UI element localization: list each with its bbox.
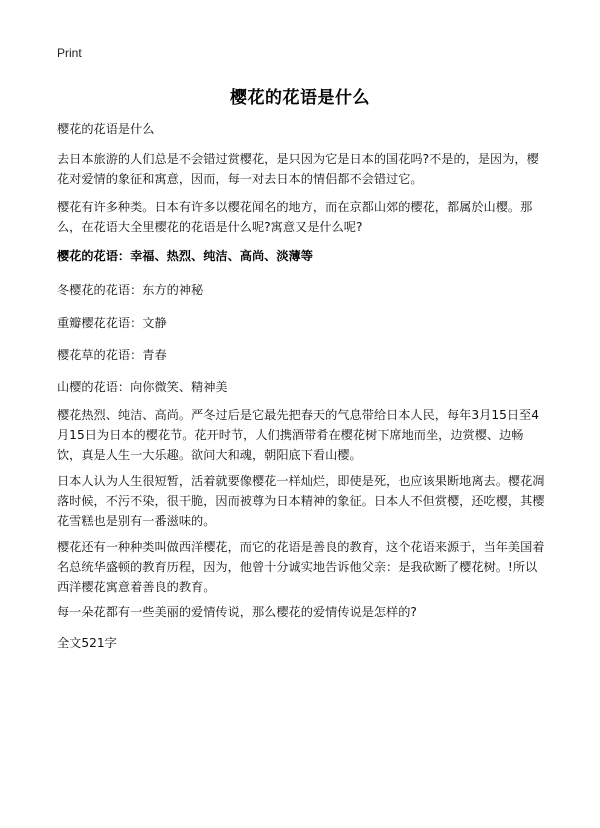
love-legend-paragraph: 每一朵花都有一些美丽的爱情传说，那么樱花的爱情传说是怎样的? [57,605,417,619]
print-label: Print [57,46,82,60]
double-petal-sakura-line: 重瓣樱花花语：文静 [57,316,167,330]
primrose-line: 樱花草的花语：青春 [57,348,167,362]
varieties-paragraph: 樱花有许多种类。日本有许多以樱花闻名的地方，而在京都山郊的樱花，都属於山樱。那么，在花语大全里樱花的花语是什么呢?寓意又是什么呢? [57,200,533,234]
western-sakura-paragraph: 樱花还有一种种类叫做西洋樱花，而它的花语是善良的教育，这个花语来源于，当年美国着名总统华盛顿的教育历程，因为，他曾十分诚实地告诉他父亲：是我砍断了樱花树。!所以西洋樱花寓意着善良的教育。 [57,540,545,594]
winter-sakura-line: 冬樱花的花语：东方的神秘 [57,283,204,297]
japanese-spirit-paragraph: 日本人认为人生很短暂，活着就要像樱花一样灿烂，即使是死，也应该果断地离去。樱花凋落时候，不污不染，很干脆，因而被尊为日本精神的象征。日本人不但赏樱，还吃樱，其樱花雪糕也是别有一番滋味的。 [57,474,545,528]
flower-language-heading: 樱花的花语：幸福、热烈、纯洁、高尚、淡薄等 [57,249,313,263]
word-count: 全文521字 [57,636,117,650]
mountain-sakura-line: 山樱的花语：向你微笑、精神美 [57,380,228,394]
intro-paragraph: 去日本旅游的人们总是不会错过赏樱花，是只因为它是日本的国花吗?不是的，是因为，樱花对爱情的象征和寓意，因而，每一对去日本的情侣都不会错过它。 [57,152,539,186]
document-title: 樱花的花语是什么 [230,88,370,108]
subtitle-paragraph: 樱花的花语是什么 [57,122,155,136]
festival-paragraph: 樱花热烈、纯洁、高尚。严冬过后是它最先把春天的气息带给日本人民，每年3月15日至4月15日为日本的樱花节。花开时节，人们携酒带肴在樱花树下席地而坐，边赏樱、边畅饮，真是人生一大乐趣。欲问大和魂，朝阳底下看山樱。 [57,408,539,462]
